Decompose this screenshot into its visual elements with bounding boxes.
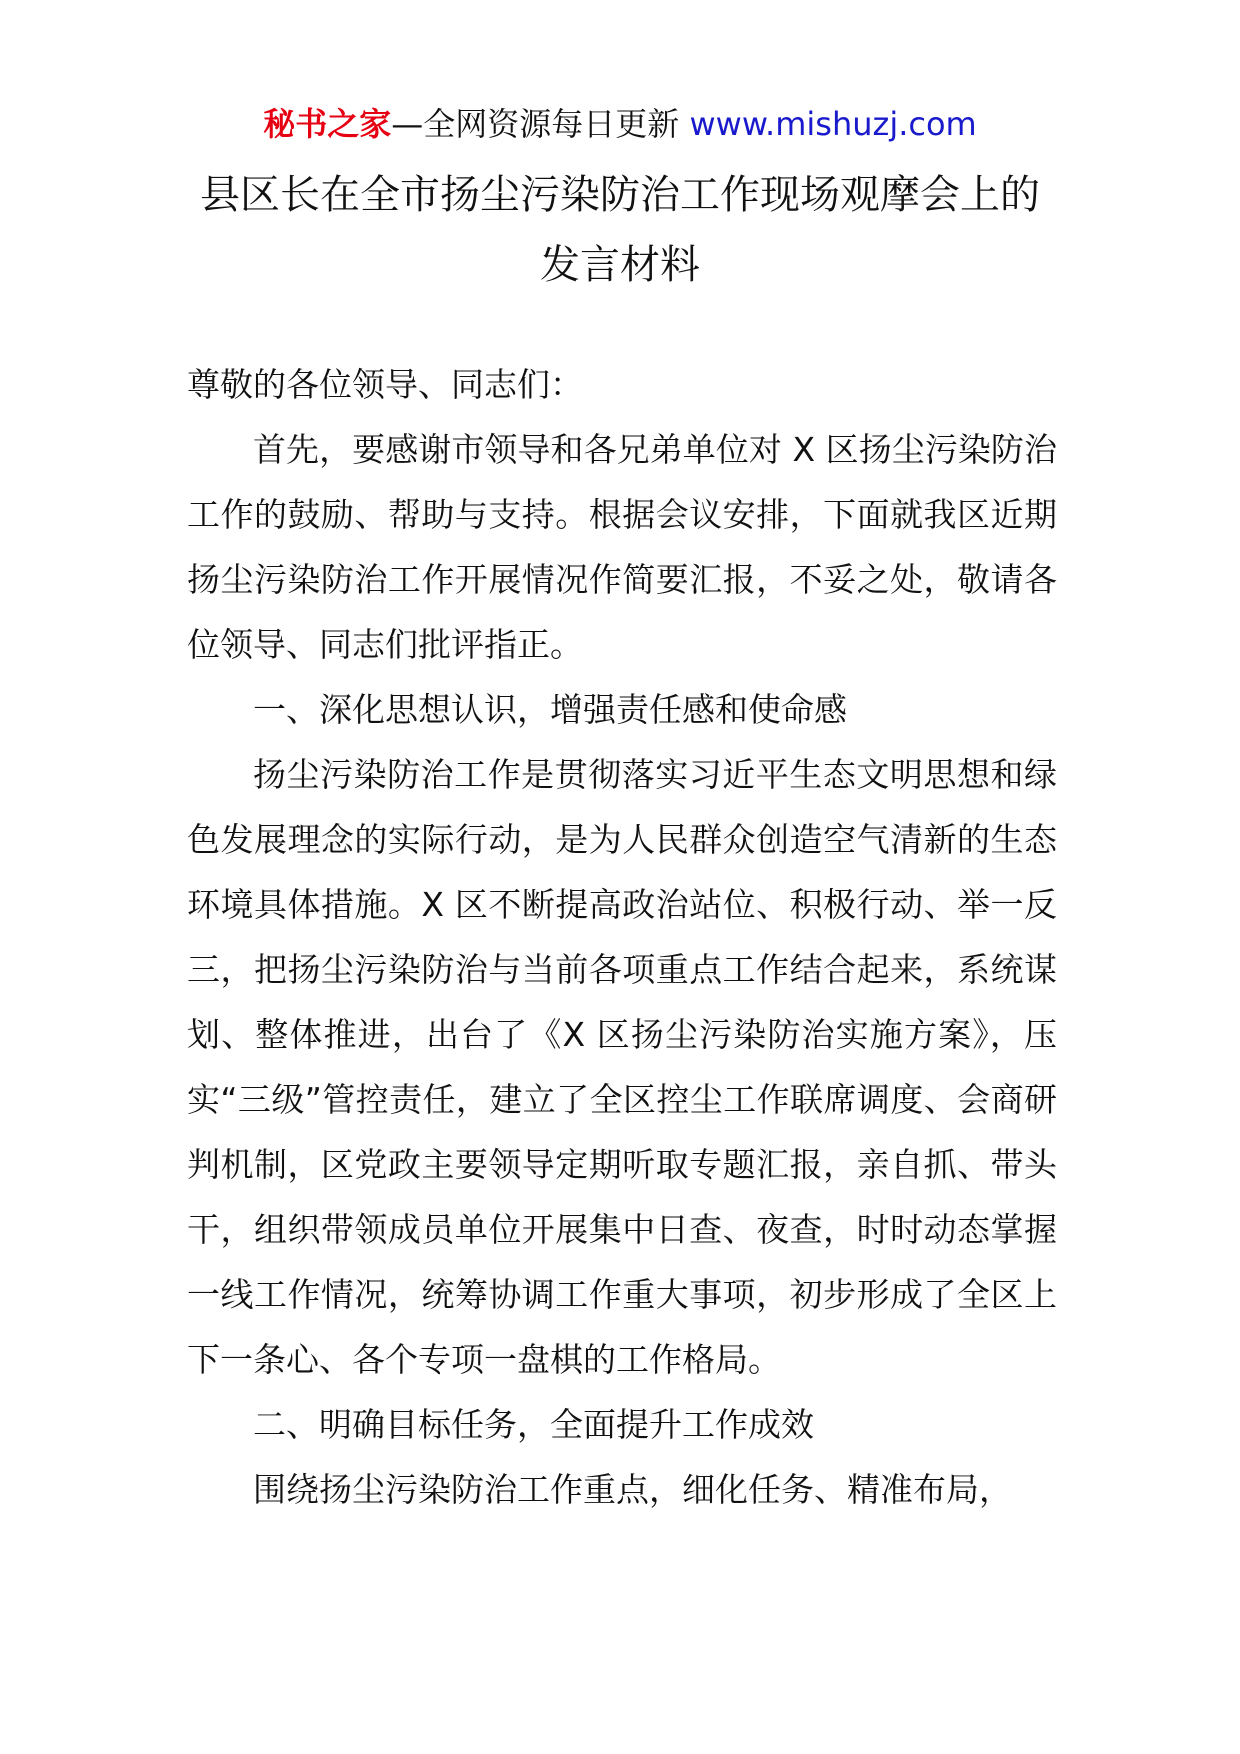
document-title: 县区长在全市扬尘污染防治工作现场观摩会上的发言材料 — [200, 172, 1040, 288]
section-2-heading: 二、明确目标任务，全面提升工作成效 — [253, 1405, 814, 1444]
site-url-link[interactable]: www.mishuzj.com — [689, 105, 977, 143]
document-body — [187, 352, 1057, 1522]
salutation: 尊敬的各位领导、同志们： — [187, 365, 583, 404]
section-2-paragraph: 围绕扬尘污染防治工作重点，细化任务、精准布局， — [253, 1470, 1012, 1509]
brand-name: 秘书之家 — [263, 105, 392, 143]
section-1-paragraph: 扬尘污染防治工作是贯彻落实习近平生态文明思想和绿色发展理念的实际行动，是为人民群众创造空气清新的生态环境具体措施。X 区不断提高政治站位、积极行动、举一反三，把扬尘污染防治与当前各项重点工作结合起来，系统谋划、整体推进，出台了《X 区扬尘污染防治实施方案》，压实“三级”管控责任，建立了全区控尘工作联席调度、会商研判机制，区党政主要领导定期听取专题汇报，亲自抓、带头干，组织带领成员单位开展集中日查、夜查，时时动态掌握一线工作情况，统筹协调工作重大事项，初步形成了全区上下一条心、各个专项一盘棋的工作格局。 — [187, 755, 1057, 1379]
section-1-heading: 一、深化思想认识，增强责任感和使命感 — [253, 690, 847, 729]
intro-paragraph: 首先，要感谢市领导和各兄弟单位对 X 区扬尘污染防治工作的鼓励、帮助与支持。根据会议安排，下面就我区近期扬尘污染防治工作开展情况作简要汇报，不妥之处，敬请各位领导、同志们批评指正。 — [187, 430, 1057, 664]
header-tagline: —全网资源每日更新 — [391, 105, 690, 143]
site-header — [0, 100, 1240, 148]
